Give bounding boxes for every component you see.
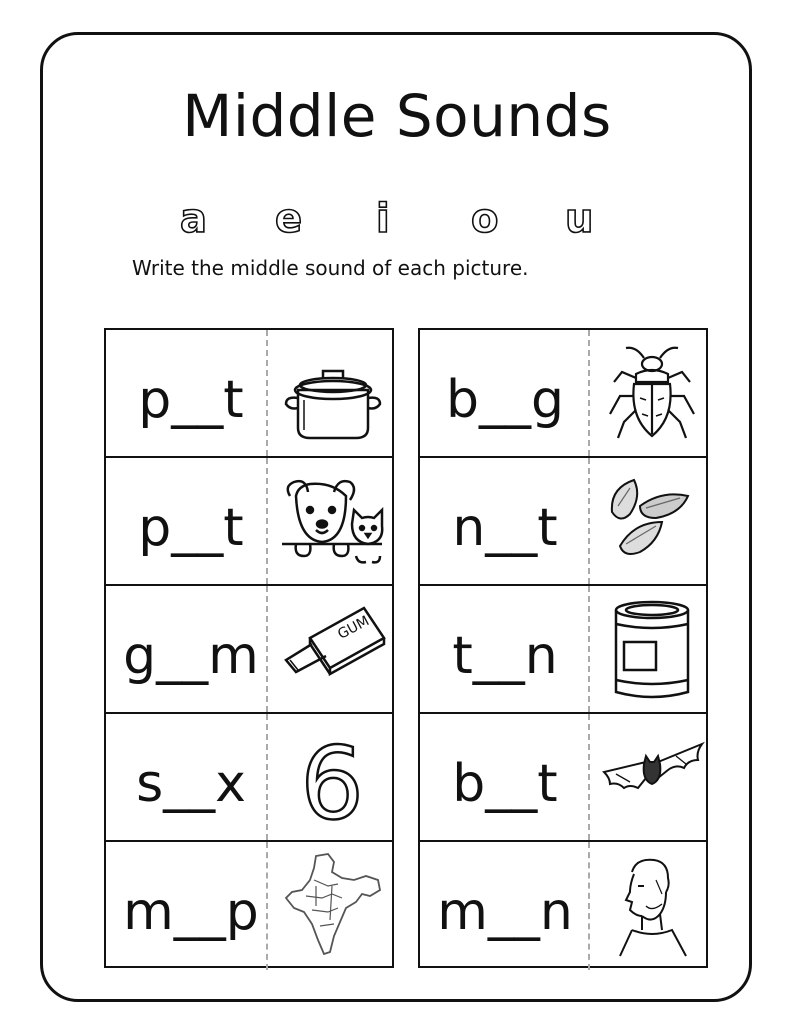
word-card [420, 842, 706, 970]
word-card [106, 330, 392, 458]
pot-icon [276, 338, 388, 450]
word-blank[interactable]: g__m [123, 626, 259, 686]
man-icon [596, 850, 708, 962]
word-card [106, 458, 392, 586]
gum-label: GUM [335, 613, 372, 643]
word-blank[interactable]: p__t [138, 370, 244, 430]
vowel-o: o [471, 196, 499, 242]
word-blank[interactable]: p__t [138, 498, 244, 558]
vowel-e: e [275, 196, 303, 242]
word-card [420, 458, 706, 586]
word-card [106, 842, 392, 970]
bug-icon [596, 338, 708, 450]
vowel-list [160, 196, 620, 246]
six-label: 6 [300, 725, 364, 834]
page-title: Middle Sounds [182, 82, 612, 150]
word-card [420, 714, 706, 842]
nuts-icon [596, 466, 708, 578]
word-blank[interactable]: n__t [452, 498, 558, 558]
word-card [106, 586, 392, 714]
dog-and-cat-icon [276, 466, 388, 578]
word-blank[interactable]: s__x [136, 754, 246, 814]
vowel-i: i [376, 196, 390, 242]
vowel-a: a [180, 196, 207, 242]
instructions-text: Write the middle sound of each picture. [132, 256, 529, 280]
gum-icon [276, 594, 388, 706]
number-six-icon [276, 722, 388, 834]
tin-can-icon [596, 594, 708, 706]
india-map-icon [276, 850, 388, 962]
word-card [420, 330, 706, 458]
vowel-u: u [565, 196, 594, 242]
word-blank[interactable]: m__n [437, 882, 573, 942]
word-card [420, 586, 706, 714]
right-word-column [418, 328, 708, 968]
word-blank[interactable]: t__n [452, 626, 558, 686]
left-word-column [104, 328, 394, 968]
word-blank[interactable]: b__g [445, 370, 564, 430]
word-card [106, 714, 392, 842]
bat-icon [596, 722, 708, 834]
word-blank[interactable]: b__t [452, 754, 558, 814]
word-blank[interactable]: m__p [123, 882, 259, 942]
